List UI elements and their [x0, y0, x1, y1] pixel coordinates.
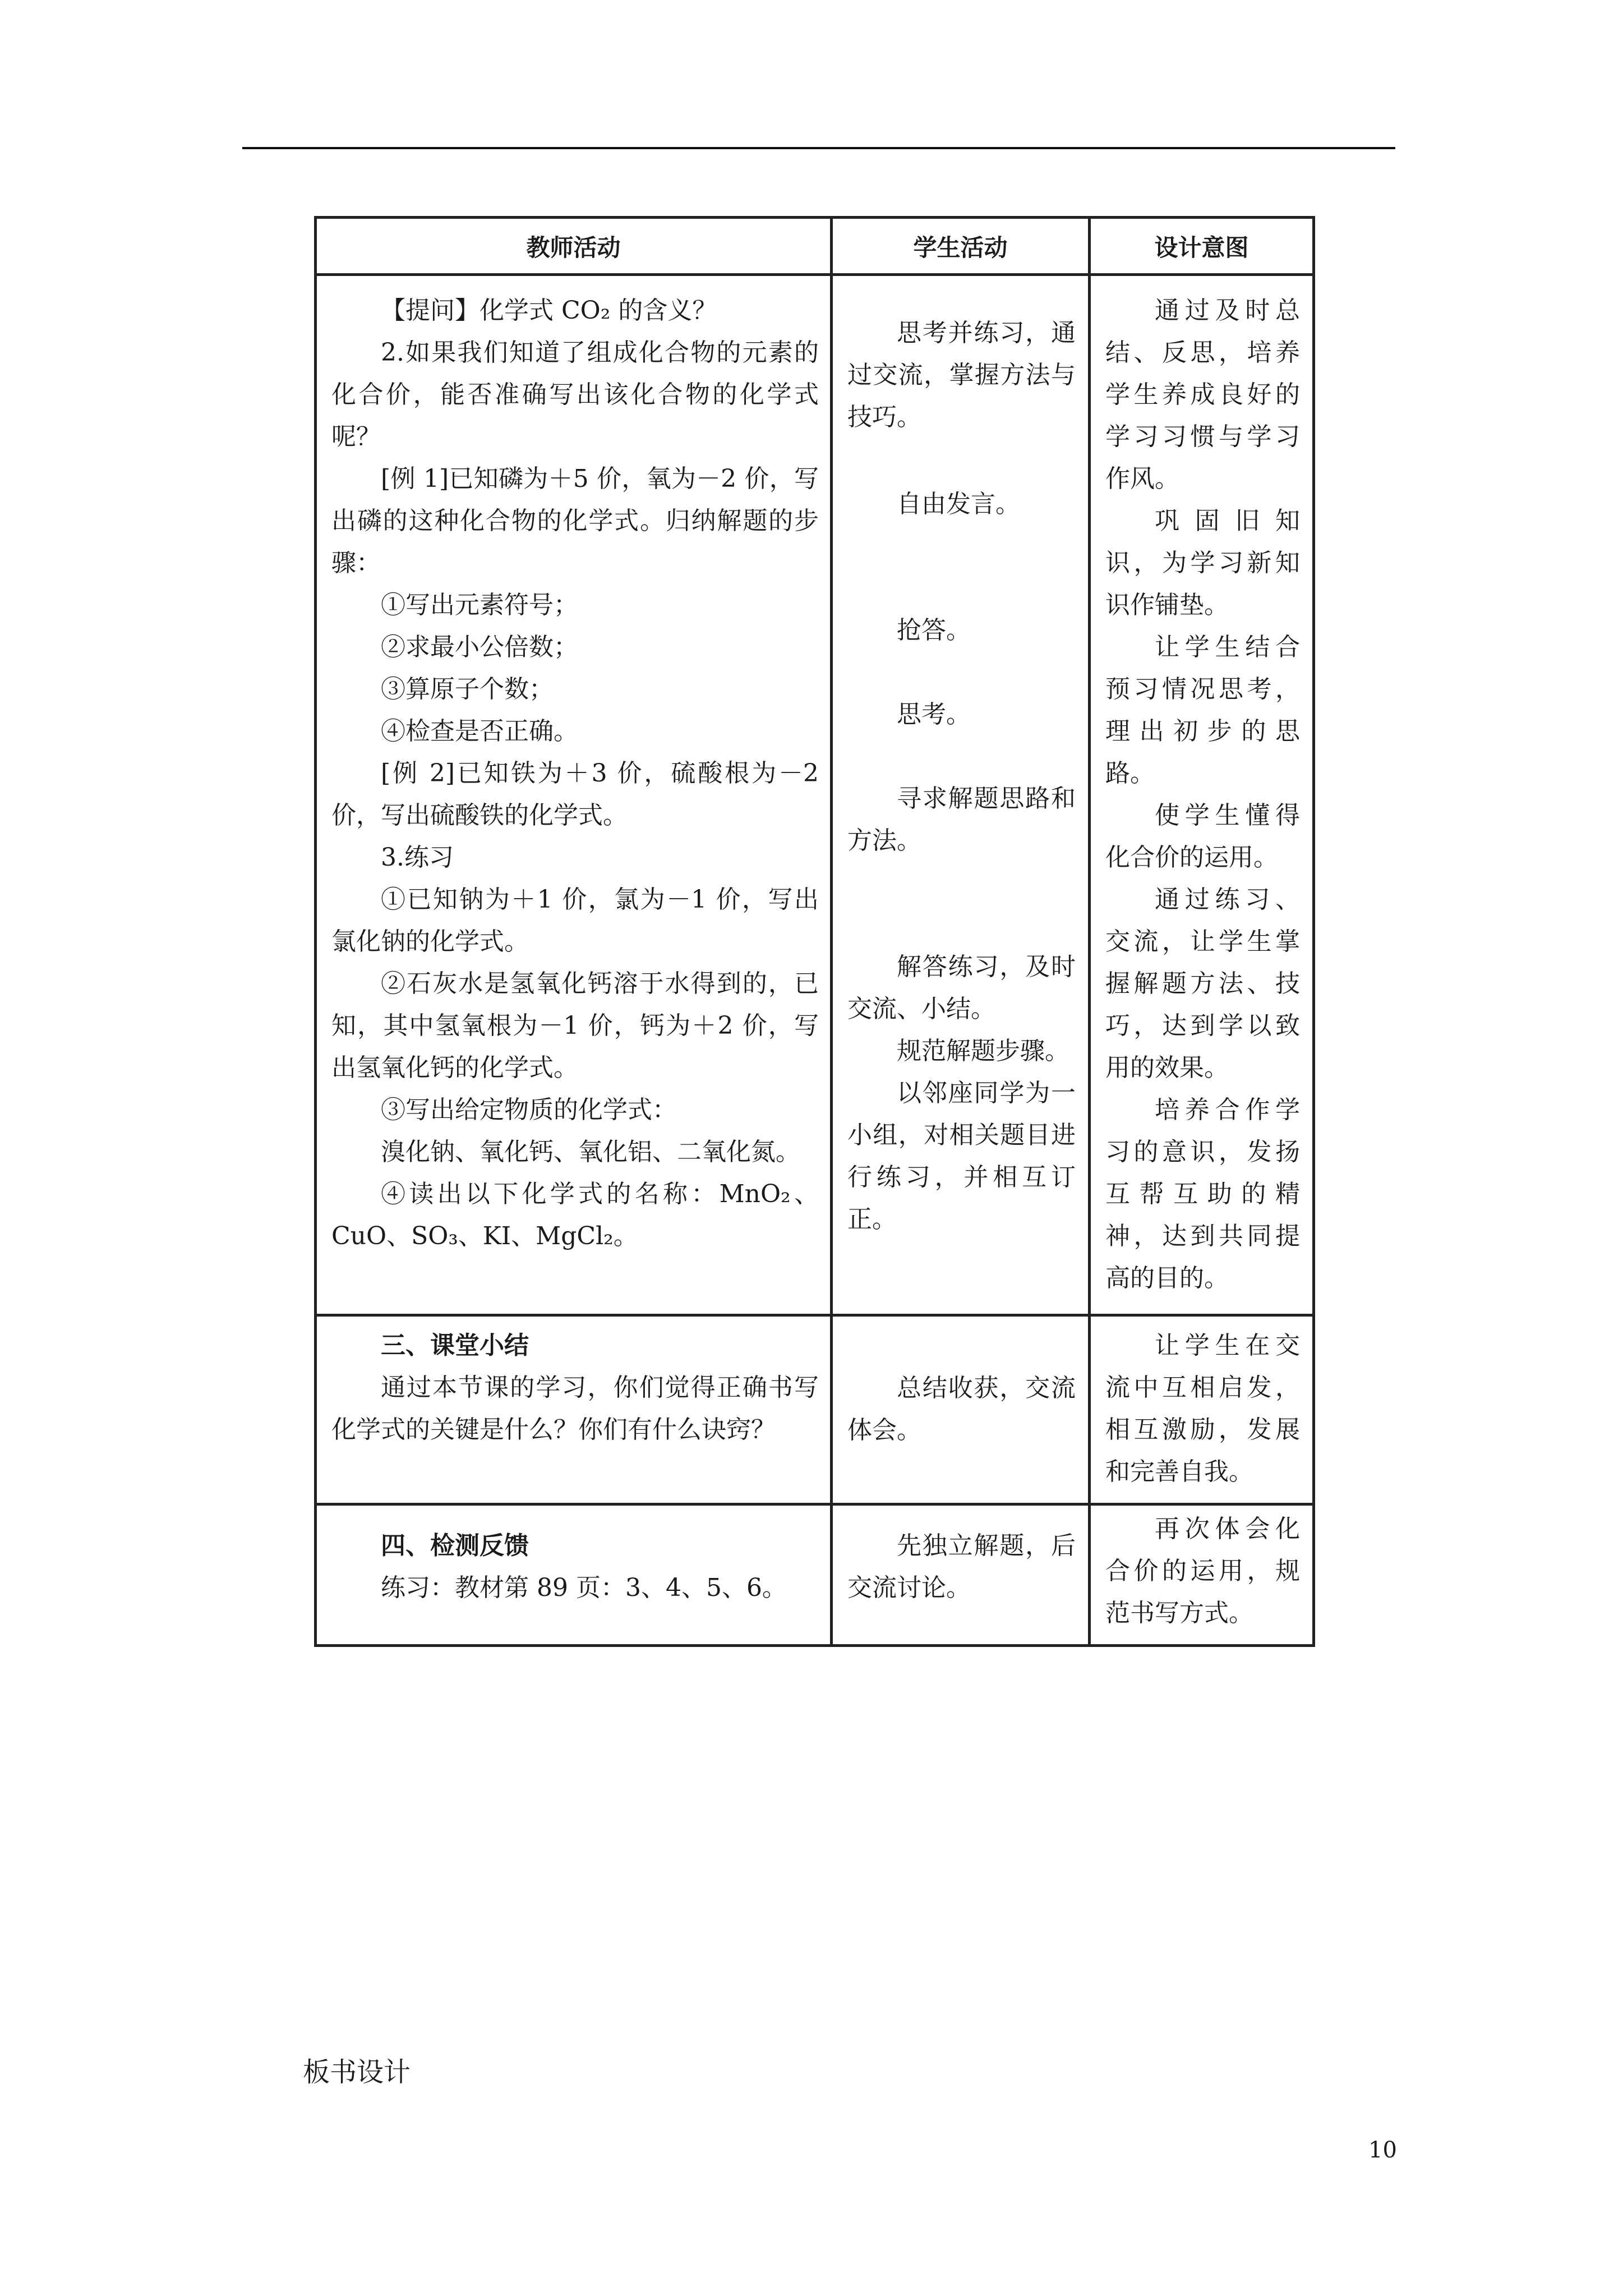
summary-intent-cell	[1090, 1315, 1314, 1504]
teacher-line: ③写出给定物质的化学式：	[381, 1096, 677, 1124]
teacher-activity-cell	[316, 275, 832, 1315]
teacher-line: 练习：教材第 89 页：3、4、5、6。	[381, 1573, 787, 1602]
student-line: 总结收获，交流体会。	[847, 1374, 1076, 1444]
student-line: 思考。	[897, 700, 971, 729]
teacher-line: [例 2]已知铁为＋3 价，硫酸根为－2 价，写出硫酸铁的化学式。	[331, 759, 819, 830]
design-intent-cell	[1090, 275, 1314, 1315]
board-design-label: 板书设计	[303, 2056, 411, 2088]
teacher-line: 通过本节课的学习，你们觉得正确书写化学式的关键是什么？你们有什么诀窍？	[331, 1373, 819, 1444]
section-heading: 四、检测反馈	[381, 1531, 529, 1560]
feedback-teacher-cell	[316, 1504, 832, 1646]
teacher-line: ②求最小公倍数；	[381, 633, 578, 661]
student-activity-cell	[832, 275, 1090, 1315]
lesson-plan-table	[314, 216, 1315, 1647]
intent-line: 通过及时总结、反思，培养学生养成良好的学习习惯与学习作风。	[1105, 296, 1300, 493]
intent-line: 让学生在交流中互相启发，相互激励，发展和完善自我。	[1105, 1331, 1300, 1486]
student-line: 思考并练习，通过交流，掌握方法与技巧。	[847, 319, 1076, 431]
header-student-activity: 学生活动	[832, 218, 1090, 275]
intent-line: 通过练习、交流，让学生掌握解题方法、技巧，达到学以致用的效果。	[1105, 885, 1300, 1082]
intent-line: 让学生结合预习情况思考，理出初步的思路。	[1105, 633, 1300, 788]
teacher-line: ④读出以下化学式的名称：MnO₂、CuO、SO₃、KI、MgCl₂。	[331, 1180, 819, 1250]
page-number: 10	[1368, 2137, 1397, 2163]
summary-student-cell	[832, 1315, 1090, 1504]
teacher-line: 溴化钠、氧化钙、氧化铝、二氧化氮。	[381, 1138, 800, 1166]
student-line: 寻求解题思路和方法。	[847, 784, 1076, 855]
intent-line: 培养合作学习的意识，发扬互帮互助的精神，达到共同提高的目的。	[1105, 1096, 1300, 1292]
student-line: 规范解题步骤。	[897, 1037, 1069, 1065]
feedback-student-cell	[832, 1504, 1090, 1646]
table-row	[316, 1315, 1314, 1504]
header-design-intent: 设计意图	[1090, 218, 1314, 275]
summary-teacher-cell	[316, 1315, 832, 1504]
student-line: 以邻座同学为一小组，对相关题目进行练习，并相互订正。	[847, 1079, 1076, 1234]
student-line: 先独立解题，后交流讨论。	[847, 1531, 1076, 1602]
intent-line: 再次体会化合价的运用，规范书写方式。	[1105, 1515, 1300, 1627]
section-heading: 三、课堂小结	[381, 1331, 529, 1360]
table-header-row	[316, 218, 1314, 275]
student-line: 解答练习，及时交流、小结。	[847, 953, 1076, 1023]
teacher-line: ②石灰水是氢氧化钙溶于水得到的，已知，其中氢氧根为－1 价，钙为＋2 价，写出氢氧化钙的化学式。	[331, 969, 819, 1082]
student-line: 自由发言。	[897, 490, 1020, 518]
teacher-line: ③算原子个数；	[381, 675, 554, 703]
header-teacher-activity: 教师活动	[316, 218, 832, 275]
table-row	[316, 1504, 1314, 1646]
feedback-intent-cell	[1090, 1504, 1314, 1646]
teacher-line: 3.练习	[381, 843, 454, 872]
teacher-line: [例 1]已知磷为＋5 价，氧为－2 价，写出磷的这种化合物的化学式。归纳解题的步骤：	[331, 464, 819, 577]
header-rule	[242, 147, 1395, 149]
student-line: 抢答。	[897, 616, 971, 645]
teacher-line: ④检查是否正确。	[381, 717, 578, 746]
table-row	[316, 275, 1314, 1315]
teacher-line: 【提问】化学式 CO₂ 的含义？	[381, 296, 717, 325]
intent-line: 使学生懂得化合价的运用。	[1105, 801, 1300, 872]
teacher-line: ①已知钠为＋1 价，氯为－1 价，写出氯化钠的化学式。	[331, 885, 819, 956]
teacher-line: ①写出元素符号；	[381, 591, 578, 619]
intent-line: 巩固旧知识，为学习新知识作铺垫。	[1105, 507, 1300, 619]
teacher-line: 2.如果我们知道了组成化合物的元素的化合价，能否准确写出该化合物的化学式呢？	[331, 338, 819, 451]
